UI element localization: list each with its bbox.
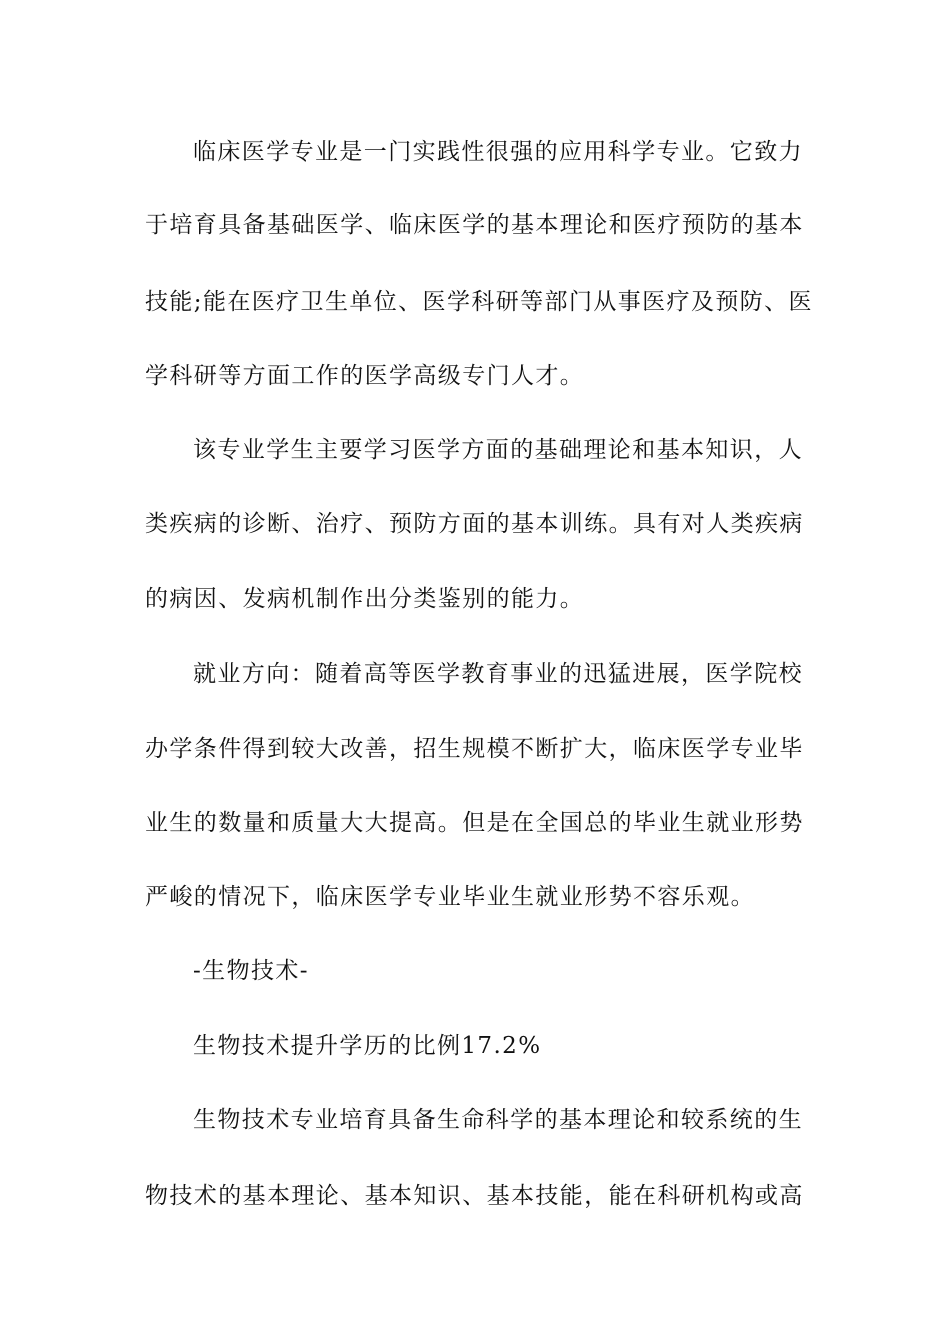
paragraph-3-line-1: 就业方向：随着高等医学教育事业的迅猛进展，医学院校: [193, 661, 803, 687]
statistic-line: 生物技术提升学历的比例17.2%: [193, 1033, 542, 1059]
section-heading: -生物技术-: [193, 958, 309, 984]
paragraph-1-line-3: 技能;能在医疗卫生单位、医学科研等部门从事医疗及预防、医: [145, 289, 813, 315]
paragraph-4-line-1: 生物技术专业培育具备生命科学的基本理论和较系统的生: [193, 1107, 803, 1133]
paragraph-2-line-3: 的病因、发病机制作出分类鉴别的能力。: [145, 586, 585, 612]
paragraph-3-line-3: 业生的数量和质量大大提高。但是在全国总的毕业生就业形势: [145, 810, 804, 836]
paragraph-1-line-2: 于培育具备基础医学、临床医学的基本理论和医疗预防的基本: [145, 212, 804, 238]
paragraph-3-line-4: 严峻的情况下，临床医学专业毕业生就业形势不容乐观。: [145, 884, 755, 910]
paragraph-1-line-4: 学科研等方面工作的医学高级专门人才。: [145, 363, 585, 389]
paragraph-1-line-1: 临床医学专业是一门实践性很强的应用科学专业。它致力: [193, 139, 803, 165]
paragraph-4-line-2: 物技术的基本理论、基本知识、基本技能，能在科研机构或高: [145, 1183, 804, 1209]
paragraph-2-line-1: 该专业学生主要学习医学方面的基础理论和基本知识，人: [193, 437, 803, 463]
paragraph-3-line-2: 办学条件得到较大改善，招生规模不断扩大，临床医学专业毕: [145, 736, 804, 762]
paragraph-2-line-2: 类疾病的诊断、治疗、预防方面的基本训练。具有对人类疾病: [145, 511, 804, 537]
